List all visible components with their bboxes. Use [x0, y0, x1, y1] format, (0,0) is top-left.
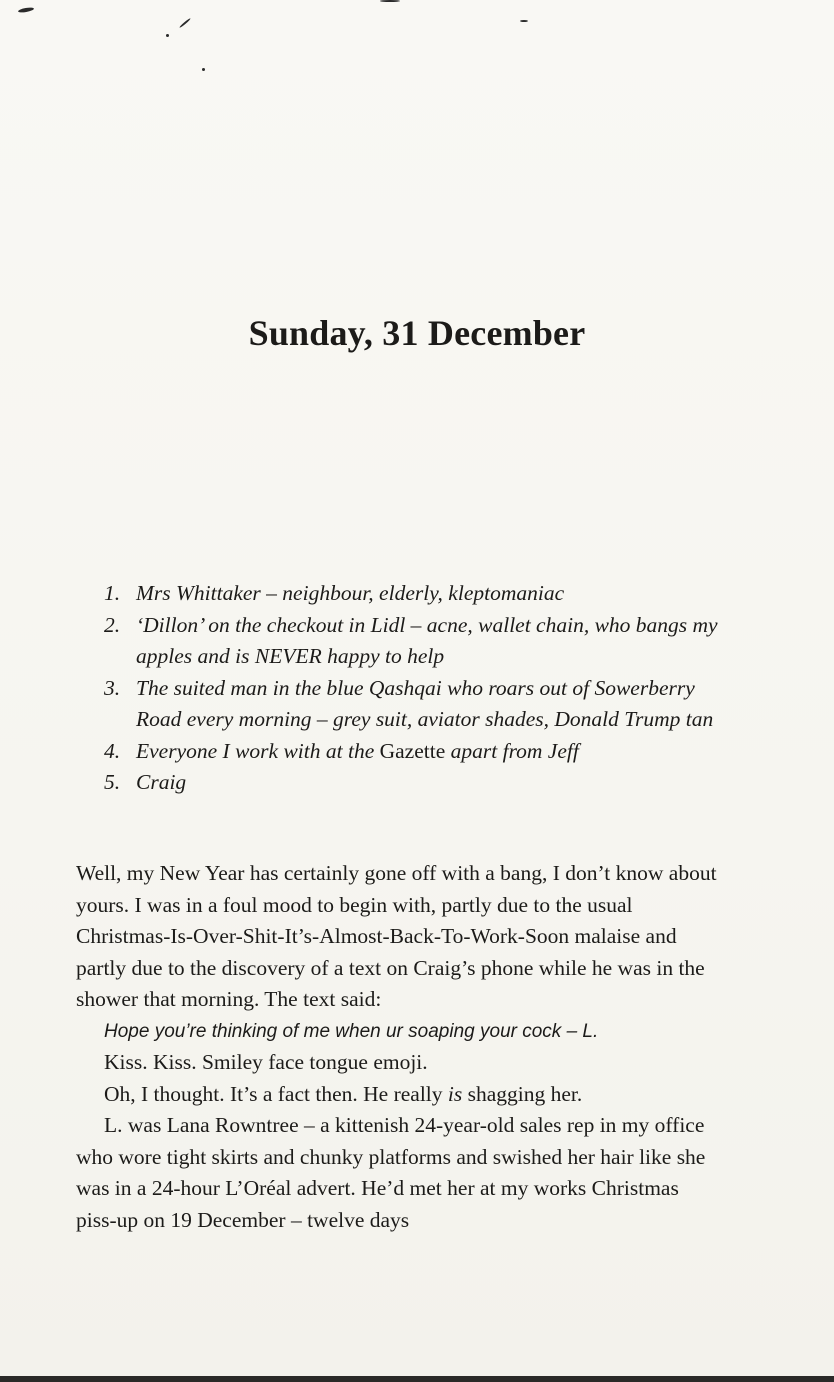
list-item [104, 578, 724, 610]
paragraph-text-start: Oh, I thought. It’s a fact then. He really [104, 1081, 448, 1106]
page-edge [0, 1376, 834, 1382]
ink-speck [166, 34, 169, 37]
list-item [104, 610, 724, 673]
list-item [104, 736, 724, 768]
emphasis: is [447, 1081, 463, 1106]
list-item-text: The suited man in the blue Qashqai who roars out of Sowerberry Road every morning – grey suit, aviator shades, Donald Trump tan [136, 675, 714, 731]
list-item-text-start: Everyone I work with at the [136, 738, 380, 763]
list-number: 1. [104, 581, 121, 605]
list-number: 2. [104, 612, 121, 637]
paragraph: Kiss. Kiss. Smiley face tongue emoji. [104, 1050, 428, 1074]
paragraph: L. was Lana Rowntree – a kittenish 24-year-old sales rep in my office who wore tight skirts and chunky platforms and swished her hair like she was in a 24-hour L’Oréal advert. He’d met her at my works Christmas piss-up on 19 December – twelve days [76, 1113, 706, 1232]
ink-speck [18, 7, 34, 14]
chapter-title: Sunday, 31 December [248, 313, 586, 353]
text-message: Hope you’re thinking of me when ur soaping your cock – L. [104, 1020, 599, 1042]
body-text [76, 858, 718, 1236]
ink-speck [520, 20, 528, 22]
numbered-list [104, 578, 724, 799]
list-number: 4. [104, 738, 121, 763]
paragraph [76, 1079, 718, 1111]
list-item-text: Mrs Whittaker – neighbour, elderly, kleptomaniac [136, 581, 565, 605]
list-item-text: Craig [136, 770, 187, 794]
list-item [104, 673, 724, 736]
ink-speck [202, 68, 205, 71]
list-item-text-end: apart from Jeff [445, 738, 579, 763]
list-number: 3. [104, 675, 121, 700]
newspaper-name: Gazette [379, 738, 446, 763]
list-number: 5. [104, 770, 121, 794]
paragraph: Well, my New Year has certainly gone off with a bang, I don’t know about yours. I was in a foul mood to begin with, partly due to the usual Christmas-Is-Over-Shit-It’s-Almost-Back-To-Work-Soon malaise and partly due to the discovery of a text on Craig’s phone while he was in the shower that morning. The text said: [76, 861, 717, 1011]
list-item-text: ‘Dillon’ on the checkout in Lidl – acne, wallet chain, who bangs my apples and is NEVER happy to help [136, 612, 718, 668]
ink-speck [179, 18, 191, 29]
list-item [104, 767, 724, 799]
paragraph-text-end: shagging her. [462, 1081, 583, 1106]
ink-speck [380, 0, 400, 2]
